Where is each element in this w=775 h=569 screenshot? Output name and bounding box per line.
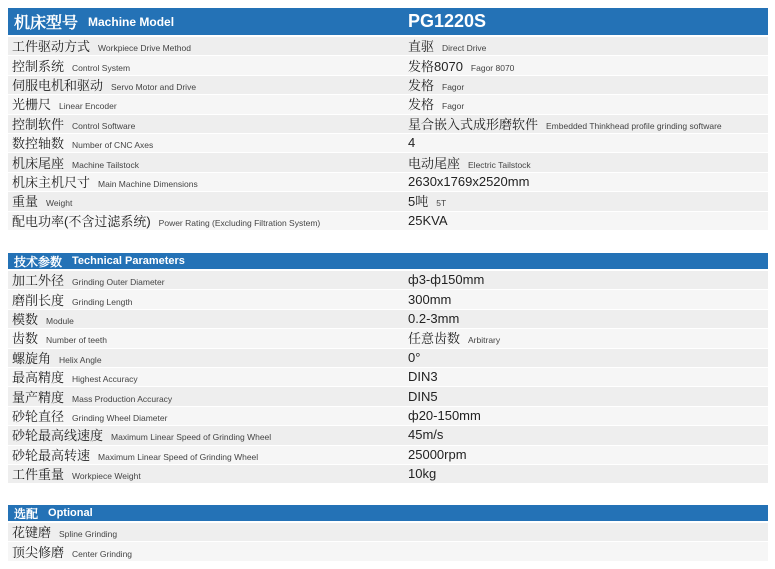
spec-value-zh: 0.2-3mm: [408, 310, 460, 326]
spec-label-zh: 螺旋角: [12, 350, 52, 366]
spec-value-en: Arbitrary: [468, 335, 501, 346]
spec-row: [8, 192, 768, 211]
spec-label-en: Control System: [72, 62, 131, 73]
spec-row: [8, 290, 768, 309]
machine-model-header-label: [8, 10, 403, 33]
technical-parameters-header: [8, 253, 768, 269]
spec-value-zh: 300mm: [408, 291, 452, 307]
spec-label-en: Power Rating (Excluding Filtration System): [158, 217, 321, 228]
spec-label-cell: [8, 309, 403, 329]
spec-value-zh: 发格: [408, 77, 435, 93]
machine-model-section: [8, 8, 768, 231]
spec-value-cell: [403, 153, 768, 173]
spec-value-zh: 5吨: [408, 194, 429, 210]
spec-value-en: Electric Tailstock: [468, 159, 531, 170]
spec-label-en: Weight: [46, 198, 73, 209]
spec-row: [8, 56, 768, 75]
spec-value-cell: [403, 36, 768, 56]
spec-label-cell: [8, 270, 403, 290]
spec-value-zh: 发格: [408, 97, 435, 113]
technical-parameters-title-en: Technical Parameters: [72, 255, 185, 267]
spec-label-zh: 伺服电机和驱动: [12, 77, 104, 93]
spec-label-zh: 砂轮最高转速: [12, 447, 91, 463]
machine-model-rows: [8, 37, 768, 231]
spec-label-cell: [8, 94, 403, 114]
spec-row: [8, 37, 768, 56]
spec-value-en: Fagor: [442, 101, 465, 112]
machine-model-title-en: Machine Model: [88, 14, 175, 29]
spec-label-cell: [8, 522, 403, 542]
spec-value-zh: 4: [408, 135, 416, 151]
spec-label-zh: 数控轴数: [12, 136, 65, 152]
spec-label-en: Helix Angle: [59, 354, 102, 365]
optional-section: [8, 505, 768, 562]
spec-label-en: Linear Encoder: [59, 101, 117, 112]
spec-label-zh: 砂轮直径: [12, 408, 65, 424]
spec-value-cell: [403, 291, 768, 309]
spec-value-zh: 25KVA: [408, 212, 448, 228]
spec-value-zh: 发格8070: [408, 58, 463, 74]
spec-row: [8, 212, 768, 231]
machine-model-name: PG1220S: [408, 11, 487, 31]
spec-label-zh: 花键磨: [12, 525, 52, 541]
spec-value-cell: [403, 114, 768, 134]
spec-label-cell: [8, 56, 403, 76]
spec-label-cell: [8, 75, 403, 95]
spec-label-en: Mass Production Accuracy: [72, 393, 173, 404]
spec-label-zh: 重量: [12, 194, 39, 210]
spec-label-en: Grinding Wheel Diameter: [72, 412, 168, 423]
spec-value-zh: ф3-ф150mm: [408, 272, 485, 288]
spec-value-en: Direct Drive: [442, 43, 487, 54]
spec-value-cell: [403, 349, 768, 367]
spec-label-en: Maximum Linear Speed of Grinding Wheel: [111, 432, 272, 443]
spec-value-cell: [403, 212, 768, 230]
spec-row: [8, 134, 768, 153]
spec-value-cell: [403, 56, 768, 76]
spec-value-zh: 2630x1769x2520mm: [408, 173, 530, 189]
spec-label-zh: 磨削长度: [12, 292, 65, 308]
spec-label-cell: [8, 211, 403, 231]
spec-label-cell: [8, 133, 403, 153]
optional-header: [8, 505, 768, 521]
spec-label-zh: 最高精度: [12, 370, 65, 386]
spec-value-zh: 星合嵌入式成形磨软件: [408, 116, 539, 132]
spec-label-zh: 机床主机尺寸: [12, 174, 91, 190]
spec-label-en: Control Software: [72, 120, 136, 131]
spec-value-cell: [403, 94, 768, 114]
spec-value-zh: 直驱: [408, 39, 435, 55]
spec-label-en: Number of CNC Axes: [72, 140, 154, 151]
spec-row: [8, 446, 768, 465]
spec-value-cell: [403, 173, 768, 191]
machine-model-header: [8, 8, 768, 35]
spec-label-en: Grinding Outer Diameter: [72, 277, 165, 288]
spec-label-zh: 配电功率(不含过滤系统): [12, 213, 151, 229]
spec-row: [8, 349, 768, 368]
spec-label-zh: 模数: [12, 311, 39, 327]
spec-label-cell: [8, 328, 403, 348]
spec-label-en: Servo Motor and Drive: [111, 81, 197, 92]
spec-label-cell: [8, 387, 403, 407]
spec-label-zh: 加工外径: [12, 273, 65, 289]
spec-value-cell: [403, 191, 768, 211]
spec-label-cell: [8, 445, 403, 465]
spec-value-zh: 45m/s: [408, 427, 444, 443]
spec-label-zh: 机床尾座: [12, 155, 65, 171]
spec-label-en: Workpiece Weight: [72, 471, 141, 482]
spec-value-cell: [403, 426, 768, 444]
optional-title-en: Optional: [48, 507, 93, 519]
spec-label-cell: [8, 425, 403, 445]
spec-value-en: Fagor: [442, 81, 465, 92]
spec-row: [8, 271, 768, 290]
spec-label-en: Workpiece Drive Method: [98, 43, 191, 54]
spec-row: [8, 310, 768, 329]
spec-value-cell: [403, 310, 768, 328]
technical-parameters-rows: [8, 271, 768, 484]
spec-value-en: Embedded Thinkhead profile grinding software: [546, 120, 722, 131]
spec-label-cell: [8, 36, 403, 56]
spec-value-en: Fagor 8070: [470, 62, 515, 73]
spec-label-en: Main Machine Dimensions: [98, 178, 198, 189]
spec-value-zh: 电动尾座: [408, 155, 461, 171]
spec-value-cell: [403, 465, 768, 483]
spec-label-zh: 工件驱动方式: [12, 39, 91, 55]
spec-label-zh: 光栅尺: [12, 97, 52, 113]
spec-label-en: Highest Accuracy: [72, 374, 138, 385]
spec-label-en: Machine Tailstock: [72, 159, 139, 170]
spec-label-en: Grinding Length: [72, 296, 133, 307]
spec-label-en: Spline Grinding: [59, 529, 118, 540]
spec-label-cell: [8, 542, 403, 562]
spec-row: [8, 523, 768, 542]
spec-row: [8, 387, 768, 406]
spec-value-zh: DIN5: [408, 388, 438, 404]
spec-label-cell: [8, 114, 403, 134]
spec-label-cell: [8, 172, 403, 192]
spec-value-cell: [403, 134, 768, 152]
technical-parameters-section: [8, 253, 768, 484]
spec-row: [8, 465, 768, 484]
spec-row: [8, 368, 768, 387]
spec-label-cell: [8, 290, 403, 310]
spec-label-en: Center Grinding: [72, 548, 133, 559]
optional-rows: [8, 523, 768, 562]
spec-value-zh: ф20-150mm: [408, 407, 481, 423]
spec-label-en: Maximum Linear Speed of Grinding Wheel: [98, 451, 259, 462]
spec-row: [8, 329, 768, 348]
spec-value-en: 5T: [436, 198, 447, 209]
spec-value-cell: [403, 271, 768, 289]
spec-row: [8, 95, 768, 114]
spec-value-zh: 10kg: [408, 466, 437, 482]
spec-label-zh: 控制系统: [12, 58, 65, 74]
spec-label-zh: 工件重量: [12, 467, 65, 483]
spec-value-cell: [403, 388, 768, 406]
spec-value-cell: [403, 75, 768, 95]
spec-label-cell: [8, 367, 403, 387]
spec-row: [8, 76, 768, 95]
spec-value-zh: DIN3: [408, 369, 438, 385]
spec-label-zh: 顶尖修磨: [12, 544, 65, 560]
spec-value-zh: 0°: [408, 349, 421, 365]
spec-label-cell: [8, 406, 403, 426]
spec-row: [8, 173, 768, 192]
spec-value-cell: [403, 446, 768, 464]
spec-label-cell: [8, 464, 403, 484]
spec-label-zh: 砂轮最高线速度: [12, 428, 104, 444]
spec-value-cell: [403, 407, 768, 425]
spec-row: [8, 542, 768, 561]
spec-label-zh: 量产精度: [12, 389, 65, 405]
machine-model-value-cell: [403, 11, 768, 32]
spec-label-cell: [8, 348, 403, 368]
spec-value-zh: 25000rpm: [408, 446, 467, 462]
spec-row: [8, 426, 768, 445]
spec-label-en: Module: [46, 315, 74, 326]
optional-title-zh: 选配: [14, 506, 39, 521]
spec-row: [8, 115, 768, 134]
spec-label-zh: 控制软件: [12, 116, 65, 132]
spec-label-cell: [8, 191, 403, 211]
spec-label-en: Number of teeth: [46, 335, 107, 346]
spec-row: [8, 153, 768, 172]
spec-value-cell: [403, 328, 768, 348]
technical-parameters-title-zh: 技术参数: [14, 254, 63, 269]
machine-model-title-zh: 机床型号: [14, 15, 79, 32]
spec-value-zh: 任意齿数: [408, 331, 461, 347]
spec-label-zh: 齿数: [12, 331, 39, 347]
spec-label-cell: [8, 153, 403, 173]
spec-row: [8, 407, 768, 426]
spec-value-cell: [403, 368, 768, 386]
